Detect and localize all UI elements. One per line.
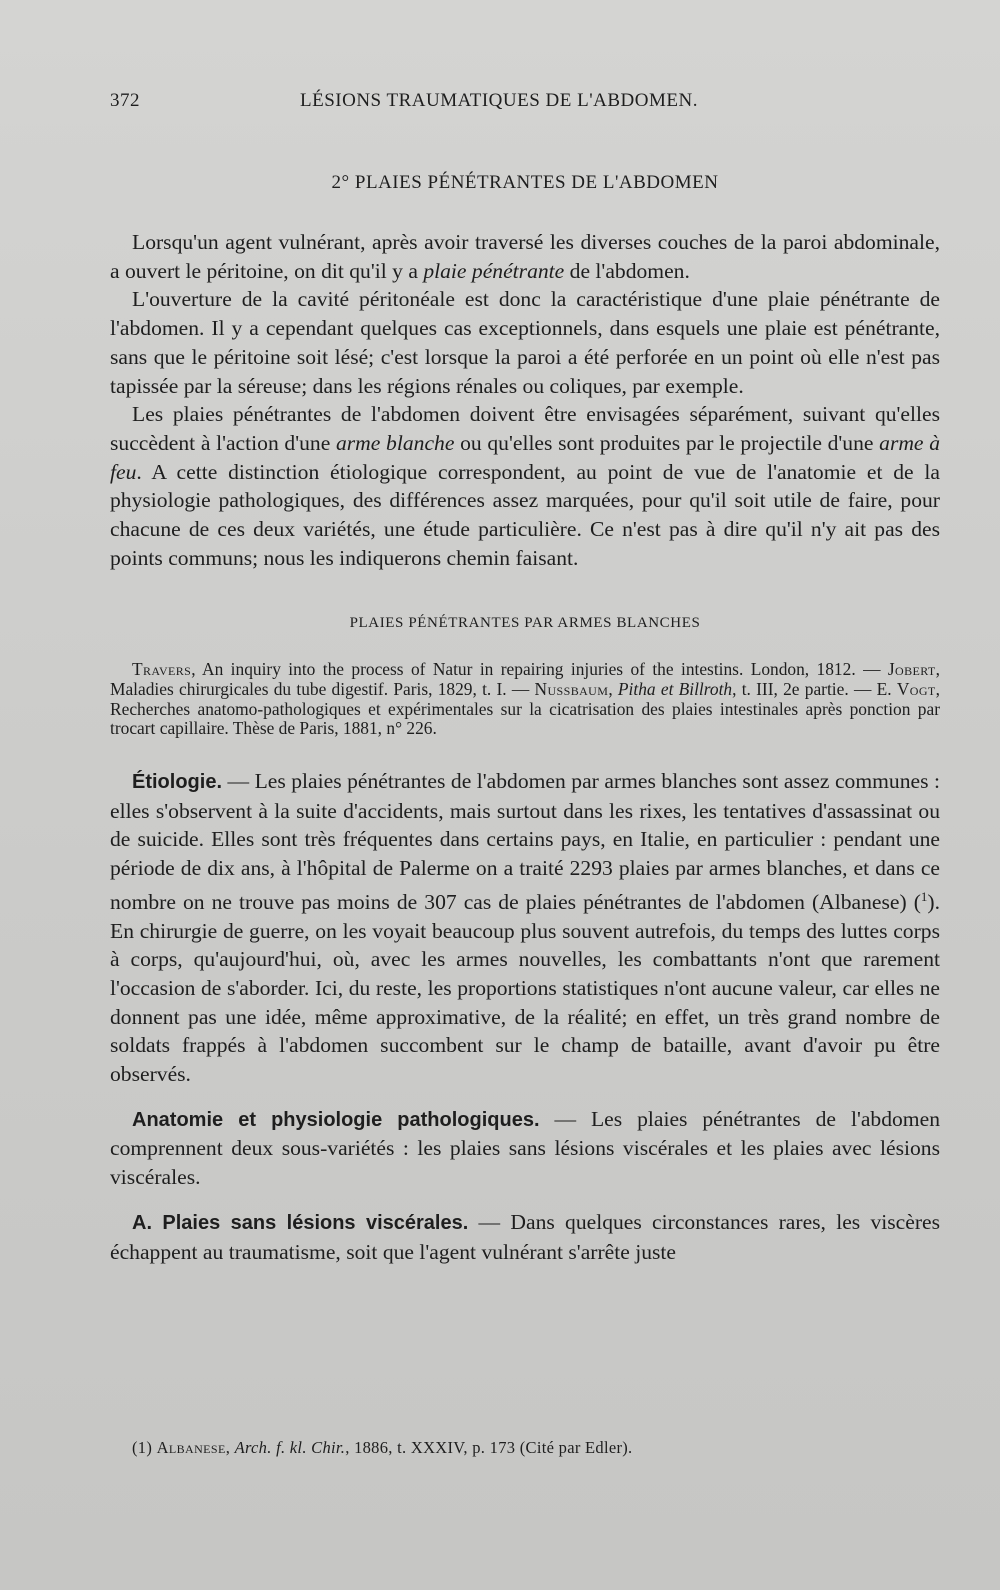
section-a-heading: A. Plaies sans lésions viscérales. [132, 1211, 469, 1234]
biblio-author: Jobert [887, 659, 936, 680]
emphasis-arme-a-feu: arme à feu [110, 430, 941, 484]
etiologie-heading: Étiologie. [132, 770, 222, 793]
section-title: 2° PLAIES PÉNÉTRANTES DE L'ABDOMEN [331, 172, 719, 193]
etiologie-section [110, 767, 940, 1266]
biblio-author: Travers [132, 659, 192, 680]
anatomie-heading: Anatomie et physiologie pathologiques. [132, 1108, 540, 1131]
running-head [110, 90, 940, 130]
intro-paragraph-1: Lorsqu'un agent vulnérant, après avoir traversé les diverses couches de la paroi abdominale, a ouvert le péritoine, on dit qu'il y a plaie pénétrante de l'abdomen. [110, 230, 940, 283]
biblio-author: Nussbaum [534, 679, 609, 700]
bibliography: Travers, An inquiry into the process of Natur in repairing injuries of the intestins. London, 1812. — Jobert, Maladies chirurgicales du tube digestif. Paris, 1829, t. I. — Nussbaum, Pitha et Billroth, t. III, 2e partie. — E. Vogt, Recherches anatomo-pathologiques et expérimentales sur la cicatrisation des plaies intestinales après ponction par trocart capillaire. Thèse de Paris, 1881, n° 226. [110, 659, 940, 739]
section-a-paragraph: A. Plaies sans lésions viscérales. — Dans quelques circonstances rares, les viscères échappent au traumatisme, soit que l'agent vulnérant s'arrête juste [110, 1209, 940, 1264]
footnote-reference: 1 [920, 888, 928, 904]
running-title: LÉSIONS TRAUMATIQUES DE L'ABDOMEN. [300, 90, 698, 111]
emphasis-arme-blanche: arme blanche [335, 430, 455, 455]
etiologie-paragraph: Étiologie. — Les plaies pénétrantes de l'abdomen par armes blanches sont assez communes : elles s'observent à la suite d'accidents, mais surtout dans les rixes, les tentatives d'assassinat ou de suicide. Elles sont très fréquentes dans certains pays, en Italie, en particulier : pendant une période de dix ans, à l'hôpital de Palerme on a traité 2293 plaies par armes blanches, et dans ce nombre on ne trouve pas moins de 307 cas de plaies pénétrantes de l'abdomen (Albanese) ($^1$). En chirurgie de guerre, on les voyait beaucoup plus souvent autrefois, du temps des luttes corps à corps, qu'aujourd'hui, où, avec les armes nouvelles, les combattants n'ont que rarement l'occasion de s'aborder. Ici, du reste, les proportions statistiques n'ont aucune valeur, car elles ne donnent pas une idée, même approximative, de la réalité; en effet, un très grand nombre de soldats frappés à l'abdomen succombent sur le champ de bataille, avant d'avoir pu être observés. [110, 768, 940, 1087]
biblio-work-title: Pitha et Billroth [617, 679, 733, 700]
anatomie-paragraph: Anatomie et physiologie pathologiques. — Les plaies pénétrantes de l'abdomen comprennent deux sous-variétés : les plaies sans lésions viscérales et les plaies avec lésions viscérales. [110, 1106, 940, 1190]
emphasis-plaie-penetrante: plaie pénétrante [423, 258, 565, 283]
intro-paragraph-2: L'ouverture de la cavité péritonéale est donc la caractéristique d'une plaie pénétrante de l'abdomen. Il y a cependant quelques cas exceptionnels, dans esquels une plaie est pénétrante, sans que le péritoine soit lésé; c'est lorsque la paroi a été perforée en un point où elle n'est pas tapissée par la séreuse; dans les régions rénales ou coliques, par exemple. [110, 287, 940, 398]
intro-paragraph-3: Les plaies pénétrantes de l'abdomen doivent être envisagées séparément, suivant qu'elles succèdent à l'action d'une arme blanche ou qu'elles sont produites par le projectile d'une arme à feu. A cette distinction étiologique correspondent, au point de vue de l'anatomie et de la physiologie pathologiques, des différences assez marquées, pour qu'il soit utile de faire, pour chacune de ces deux variétés, une étude particulière. Ce n'est pas à dire qu'il n'y ait pas des points communs; nous les indiquerons chemin faisant. [110, 402, 941, 570]
page-number: 372 [110, 90, 140, 111]
biblio-author: Vogt [896, 679, 936, 700]
intro-text [110, 228, 940, 572]
subsection-title: PLAIES PÉNÉTRANTES PAR ARMES BLANCHES [349, 615, 701, 632]
footnote-journal: Arch. f. kl. Chir. [234, 1438, 346, 1457]
footnote: (1) Albanese, Arch. f. kl. Chir., 1886, t. XXXIV, p. 173 (Cité par Edler). [132, 1438, 633, 1457]
footnote-author: Albanese [156, 1438, 226, 1457]
footnote-marker: (1) [132, 1438, 153, 1457]
